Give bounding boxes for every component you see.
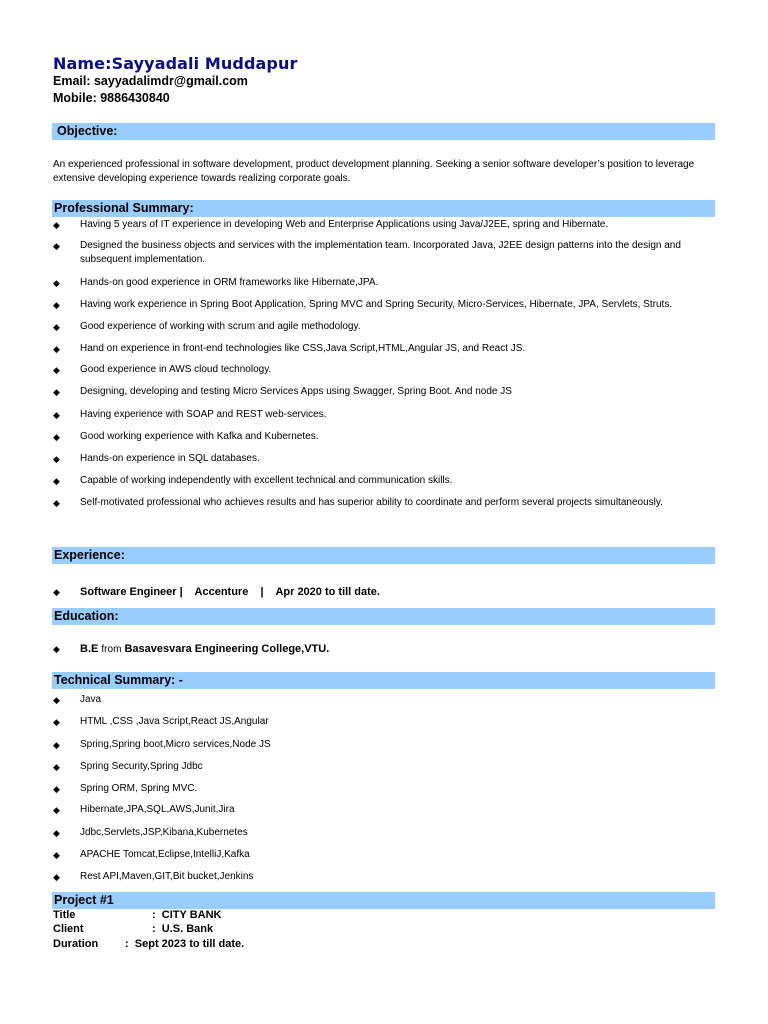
education-heading: Education: [52, 608, 715, 625]
resume-page: Name:Sayyadali Muddapur Email: sayyadalimdr@gmail.com Mobile: 9886430840 Objective: An experienced professional in software development, product development planning. Seeking a senior software developer’s position to leverage extensive developing experience towards realizing corporate goals. Professional Summary: ◆ Having 5 years of IT experience in developing Web and Enterprise Applications using Java/J2EE, spring and Hibernate. ◆ Designed the business objects and services with the implementation team. Incorporated Java, J2EE design patterns into the design and subsequent implementation. ◆ Hands-on good experience in ORM frameworks like Hibernate,JPA. ◆ Having work experience in Spring Boot Application, Spring MVC and Spring Security, Micro-Services, Hibernate, JPA, Servlets, Struts. ◆ Good experience of working with scrum and agile methodology. ◆ Hand on experience in front-end technologies like CSS,Java Script,HTML,Angular JS, and React JS. ◆ Good experience in AWS cloud technology. ◆ Designing, developing and testing Micro Services Apps using Swagger, Spring Boot. And node JS ◆ Having experience with SOAP and REST web-services. ◆ Good working experience with Kafka and Kubernetes. ◆ Hands-on experience in SQL databases. ◆ Capable of working independently with excellent technical and communication skills. ◆ Self-motivated professional who achieves results and has superior ability to coordinate and perform several projects simultaneously. Experience: ◆ Software Engineer | Accenture | Apr 2020 to till date. Education: ◆ B.E from Basavesvara Engineering College,VTU. Technical Summary: - ◆ Java ◆ HTML ,CSS ,Java Script,React JS,Angular ◆ Spring,Spring boot,Micro services,Node JS ◆ Spring Security,Spring Jdbc ◆ Spring ORM, Spring MVC. ◆ Hibernate,JPA,SQL,AWS,Junit,Jira ◆ Jdbc,Servlets,JSP,Kibana,Kubernetes ◆ APACHE Tomcat,Eclipse,IntelliJ,Kafka ◆ Rest API,Maven,GIT,Bit bucket,Jenkins Project #1 Title : CITY BANK Client : U.S. Bank Duration : Sept 2023 to till date. [0, 0, 768, 1024]
education-entry: B.E from Basavesvara Engineering College,VTU. [80, 643, 330, 655]
objective-heading: Objective: [52, 123, 715, 140]
mobile-line: Mobile: 9886430840 [53, 91, 170, 105]
project-duration-row [53, 937, 244, 951]
project-heading: Project #1 [52, 892, 715, 909]
project-title-label: Title [53, 909, 76, 921]
project-title-row [53, 908, 221, 922]
objective-text: An experienced professional in software development, product development planning. Seeking a senior software developer’s position to leverage extensive developing experience towards realizing corporate goals. [53, 159, 695, 184]
project-client-value: : U.S. Bank [152, 923, 214, 935]
email-line: Email: sayyadalimdr@gmail.com [53, 74, 248, 88]
project-client-row [53, 922, 213, 936]
project-client-label: Client [53, 923, 84, 935]
professional-summary-heading: Professional Summary: [52, 200, 715, 217]
project-duration-value: : Sept 2023 to till date. [125, 938, 245, 950]
project-title-value: : CITY BANK [152, 909, 222, 921]
technical-summary-heading: Technical Summary: - [52, 672, 715, 689]
project-duration-label: Duration [53, 938, 99, 950]
experience-heading: Experience: [52, 547, 715, 564]
candidate-name: Name:Sayyadali Muddapur [53, 54, 298, 73]
